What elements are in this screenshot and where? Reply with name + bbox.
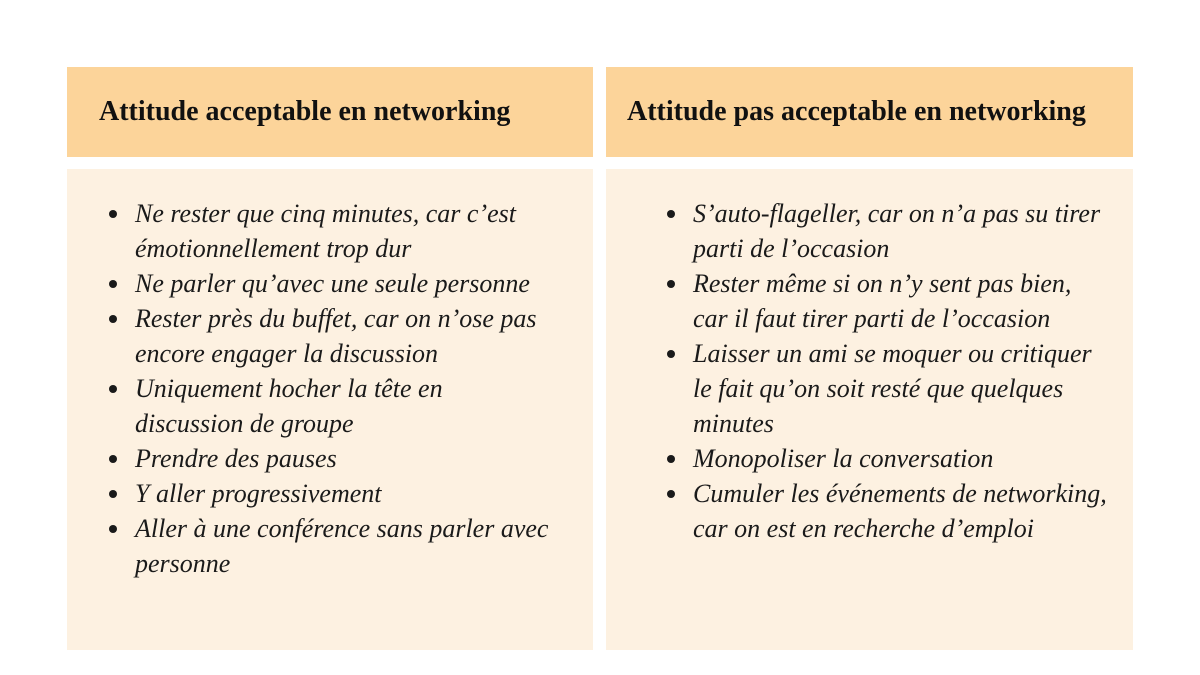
list-item xyxy=(109,511,549,581)
list-item xyxy=(667,336,1107,441)
acceptable-column-heading: Attitude acceptable en networking xyxy=(99,96,511,127)
bullet-icon xyxy=(109,455,117,463)
list-item xyxy=(109,196,549,266)
list-item xyxy=(667,476,1107,546)
list-item-text: Ne rester que cinq minutes, car c’est émotionnellement trop dur xyxy=(135,199,516,263)
acceptable-list xyxy=(109,196,549,581)
acceptable-column-header xyxy=(67,67,593,157)
bullet-icon xyxy=(109,525,117,533)
list-item xyxy=(109,266,549,301)
unacceptable-column-body xyxy=(606,169,1133,650)
list-item-text: Rester près du buffet, car on n’ose pas encore engager la discussion xyxy=(135,304,537,368)
list-item xyxy=(109,301,549,371)
list-item xyxy=(667,196,1107,266)
list-item xyxy=(667,441,1107,476)
bullet-icon xyxy=(667,350,675,358)
list-item xyxy=(109,476,549,511)
list-item-text: Monopoliser la conversation xyxy=(693,444,994,473)
list-item-text: Aller à une conférence sans parler avec personne xyxy=(135,514,549,578)
list-item-text: Rester même si on n’y sent pas bien, car il faut tirer parti de l’occasion xyxy=(693,269,1072,333)
list-item-text: Prendre des pauses xyxy=(135,444,337,473)
list-item-text: S’auto-flageller, car on n’a pas su tirer parti de l’occasion xyxy=(693,199,1101,263)
bullet-icon xyxy=(109,490,117,498)
bullet-icon xyxy=(109,315,117,323)
bullet-icon xyxy=(109,210,117,218)
bullet-icon xyxy=(109,385,117,393)
list-item-text: Uniquement hocher la tête en discussion de groupe xyxy=(135,374,443,438)
bullet-icon xyxy=(109,280,117,288)
list-item xyxy=(109,371,549,441)
bullet-icon xyxy=(667,280,675,288)
list-item xyxy=(109,441,549,476)
list-item-text: Laisser un ami se moquer ou critiquer le fait qu’on soit resté que quelques minutes xyxy=(693,339,1092,438)
unacceptable-column-header xyxy=(606,67,1133,157)
list-item xyxy=(667,266,1107,336)
unacceptable-column-heading: Attitude pas acceptable en networking xyxy=(627,96,1086,127)
list-item-text: Cumuler les événements de networking, car on est en recherche d’emploi xyxy=(693,479,1107,543)
bullet-icon xyxy=(667,455,675,463)
acceptable-column-body xyxy=(67,169,593,650)
bullet-icon xyxy=(667,210,675,218)
unacceptable-list xyxy=(667,196,1107,546)
list-item-text: Ne parler qu’avec une seule personne xyxy=(135,269,530,298)
bullet-icon xyxy=(667,490,675,498)
list-item-text: Y aller progressivement xyxy=(135,479,382,508)
